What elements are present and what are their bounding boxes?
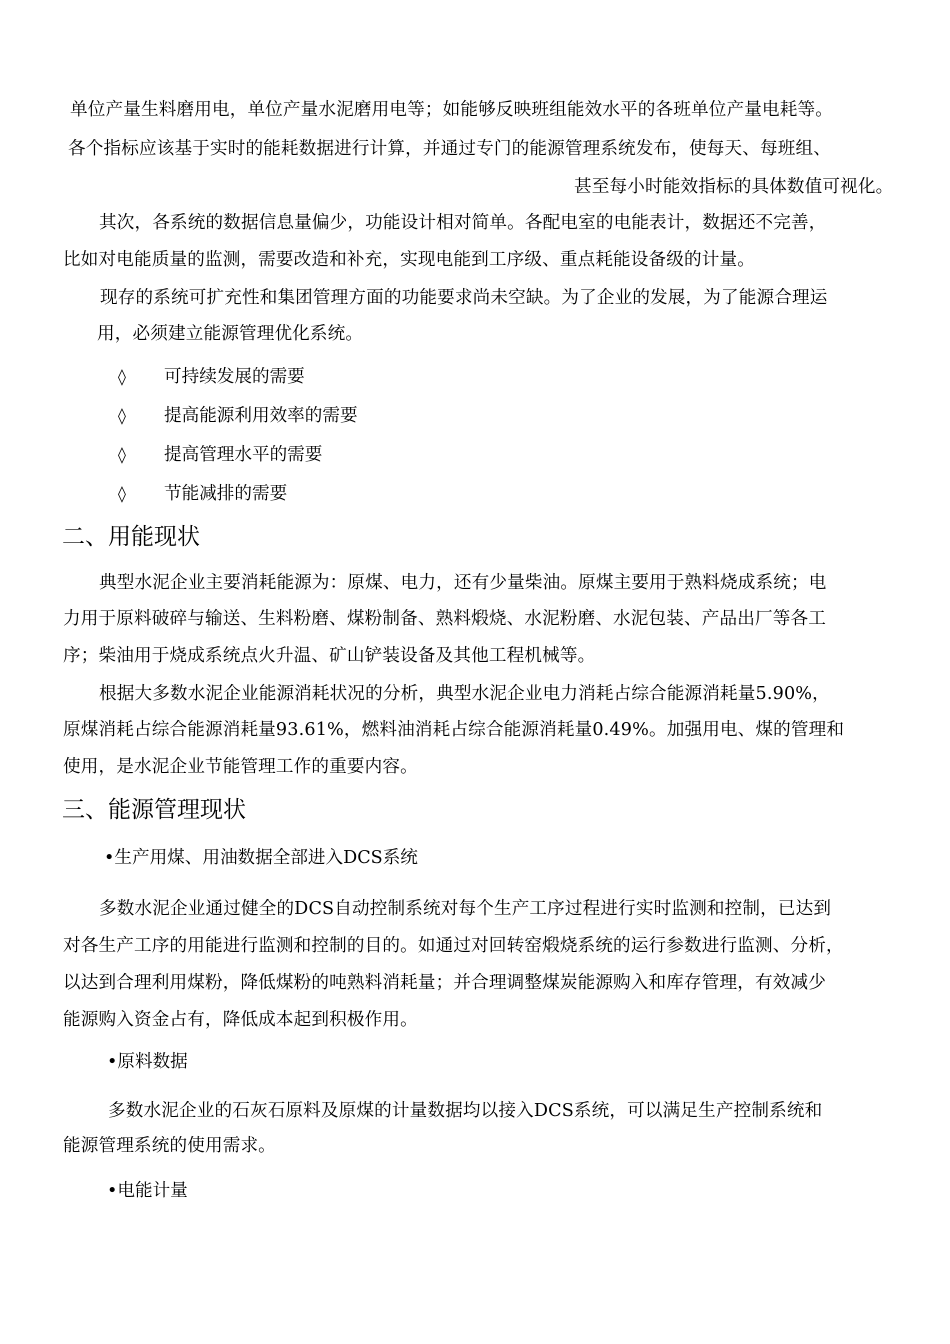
diamond-bullet-icon: ◊ xyxy=(118,445,126,464)
subsection-title: •电能计量 xyxy=(107,1181,188,1201)
paragraph-line: 比如对电能质量的监测，需要改造和补充，实现电能到工序级、重点耗能设备级的计量。 xyxy=(63,250,756,270)
section-heading: 二、用能现状 xyxy=(62,524,200,550)
paragraph-line: 其次，各系统的数据信息量偏少，功能设计相对简单。各配电室的电能表计，数据还不完善， xyxy=(99,213,827,233)
paragraph-line: 甚至每小时能效指标的具体数值可视化。 xyxy=(574,177,894,197)
paragraph-line: 对各生产工序的用能进行监测和控制的目的。如通过对回转窑煅烧系统的运行参数进行监测、分析， xyxy=(63,936,844,956)
list-item: 节能减排的需要 xyxy=(164,484,288,504)
paragraph-line: 序；柴油用于烧成系统点火升温、矿山铲装设备及其他工程机械等。 xyxy=(63,646,596,666)
diamond-bullet-icon: ◊ xyxy=(118,406,126,425)
paragraph-line: 多数水泥企业通过健全的DCS自动控制系统对每个生产工序过程进行实时监测和控制，已达到 xyxy=(99,899,832,919)
paragraph-line: 多数水泥企业的石灰石原料及原煤的计量数据均以接入DCS系统，可以满足生产控制系统和 xyxy=(108,1101,823,1121)
paragraph-line: 各个指标应该基于实时的能耗数据进行计算，并通过专门的能源管理系统发布，使每天、每班组、 xyxy=(68,139,831,159)
paragraph-line: 使用，是水泥企业节能管理工作的重要内容。 xyxy=(63,757,418,777)
paragraph-line: 原煤消耗占综合能源消耗量93.61%，燃料油消耗占综合能源消耗量0.49%。加强用电、煤的管理和 xyxy=(63,720,845,740)
paragraph-line: 能源管理系统的使用需求。 xyxy=(63,1136,276,1156)
subsection-title: •生产用煤、用油数据全部进入DCS系统 xyxy=(104,848,418,868)
list-item: 提高能源利用效率的需要 xyxy=(164,406,358,426)
list-item: 提高管理水平的需要 xyxy=(164,445,323,465)
paragraph-line: 典型水泥企业主要消耗能源为：原煤、电力，还有少量柴油。原煤主要用于熟料烧成系统；电 xyxy=(99,573,827,593)
paragraph-line: 以达到合理利用煤粉，降低煤粉的吨熟料消耗量；并合理调整煤炭能源购入和库存管理，有效减少 xyxy=(63,973,826,993)
section-heading: 三、能源管理现状 xyxy=(62,797,246,823)
paragraph-line: 根据大多数水泥企业能源消耗状况的分析，典型水泥企业电力消耗占综合能源消耗量5.90%， xyxy=(99,684,830,704)
paragraph-line: 能源购入资金占有，降低成本起到积极作用。 xyxy=(63,1010,418,1030)
paragraph-line: 现存的系统可扩充性和集团管理方面的功能要求尚未空缺。为了企业的发展，为了能源合理运 xyxy=(100,288,828,308)
paragraph-line: 单位产量生料磨用电，单位产量水泥磨用电等；如能够反映班组能效水平的各班单位产量电耗等。 xyxy=(70,100,833,120)
list-item: 可持续发展的需要 xyxy=(164,367,305,387)
diamond-bullet-icon: ◊ xyxy=(118,484,126,503)
subsection-title: •原料数据 xyxy=(107,1052,188,1072)
diamond-bullet-icon: ◊ xyxy=(118,367,126,386)
paragraph-line: 用，必须建立能源管理优化系统。 xyxy=(97,324,364,344)
paragraph-line: 力用于原料破碎与输送、生料粉磨、煤粉制备、熟料煅烧、水泥粉磨、水泥包装、产品出厂等各工 xyxy=(63,609,826,629)
